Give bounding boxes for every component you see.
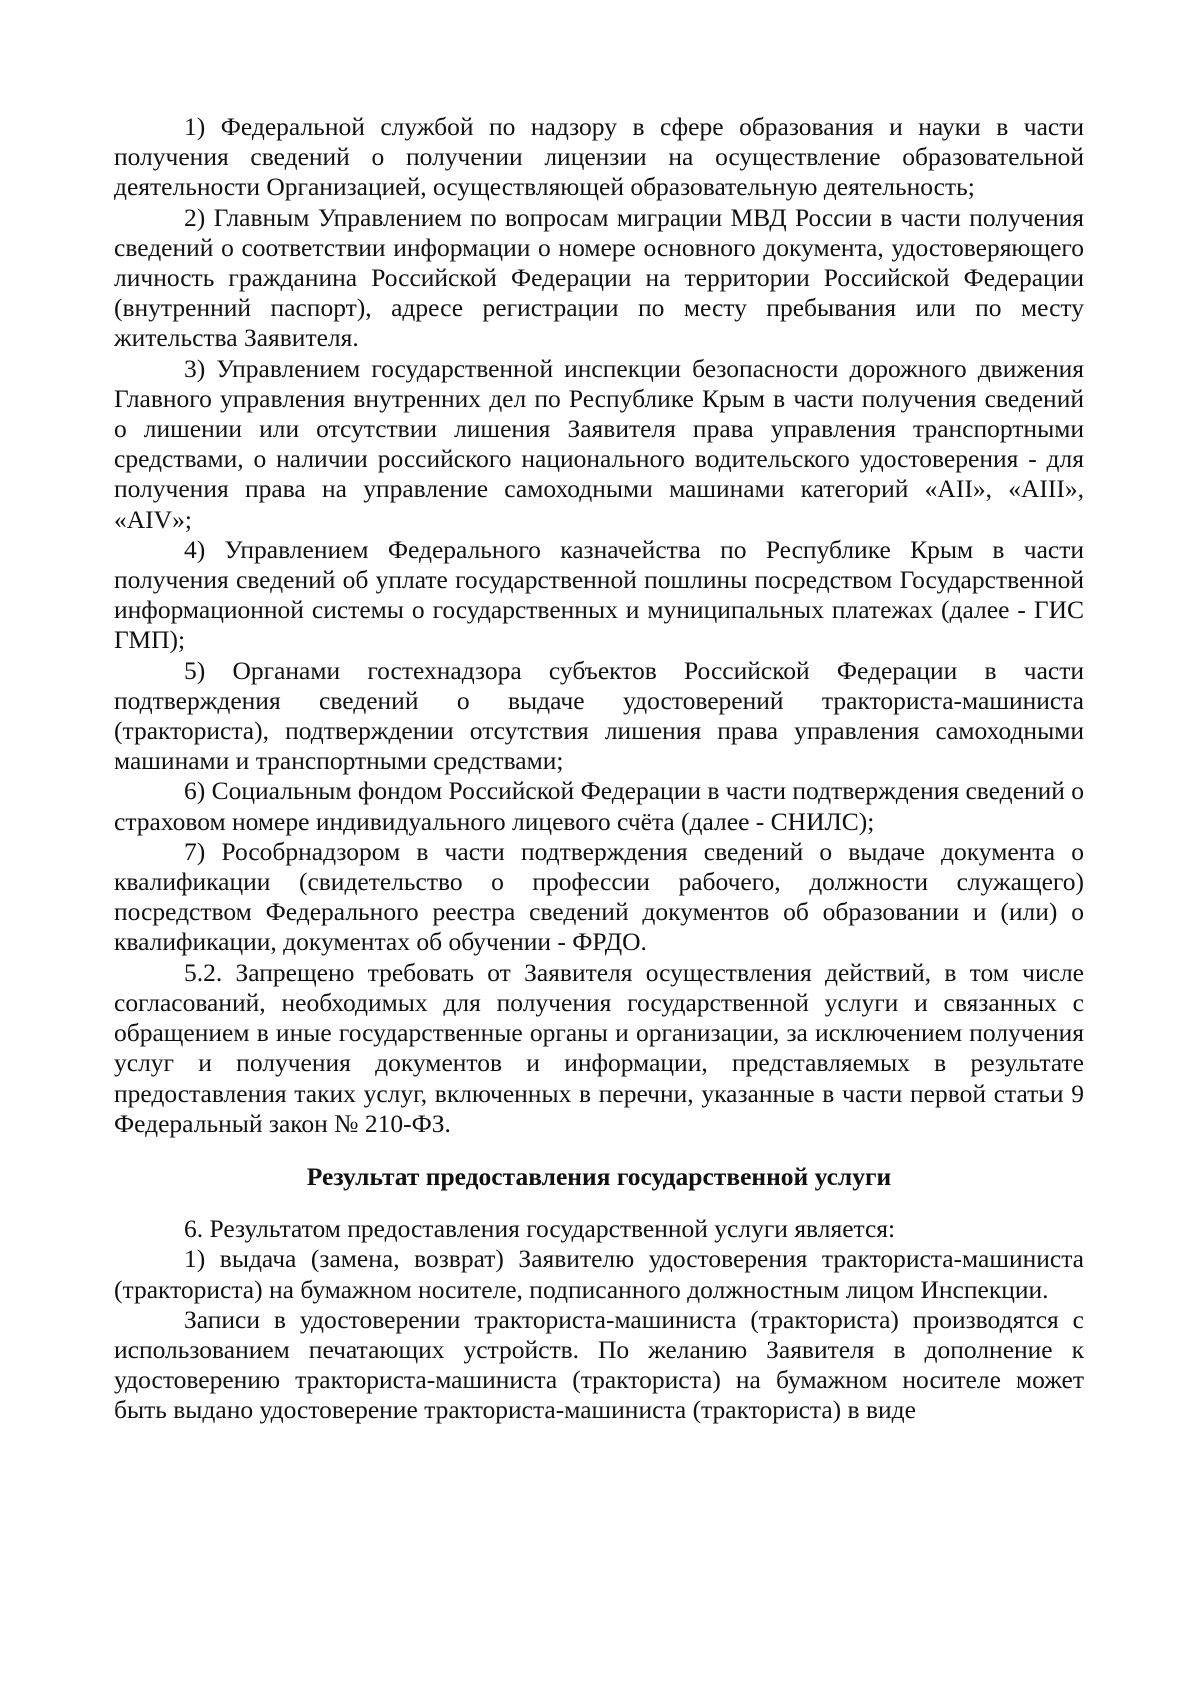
paragraph-records: Записи в удостоверении тракториста-машиниста (тракториста) производятся с использованием печатающих устройств. По желанию Заявителя в дополнение к удостоверению тракториста-машиниста (тракториста) на бумажном носителе может быть выдано удостоверение тракториста-машиниста (тракториста) в виде <box>114 1304 1084 1425</box>
paragraph-5-2-prohibition: 5.2. Запрещено требовать от Заявителя осуществления действий, в том числе согласований, необходимых для получения государственной услуги и связанных с обращением в иные государственные органы и организации, за исключением получения услуг и получения документов и информации, представляемых в результате предоставления таких услуг, включенных в перечни, указанные в части первой статьи 9 Федеральный закон № 210-ФЗ. <box>114 957 1084 1138</box>
paragraph-federal-service: 1) Федеральной службой по надзору в сфере образования и науки в части получения сведений о получении лицензии на осуществление образовательной деятельности Организацией, осуществляющей образовательную деятельность; <box>114 112 1084 202</box>
paragraph-migration-directorate: 2) Главным Управлением по вопросам миграции МВД России в части получения сведений о соответствии информации о номере основного документа, удостоверяющего личность гражданина Российской Федерации на территории Российской Федерации (внутренний паспорт), адресе регистрации по месту пребывания или по месту жительства Заявителя. <box>114 202 1084 353</box>
paragraph-social-fund: 6) Социальным фондом Российской Федерации в части подтверждения сведений о страховом номере индивидуального лицевого счёта (далее - СНИЛС); <box>114 776 1085 836</box>
paragraph-traffic-inspection: 3) Управлением государственной инспекции безопасности дорожного движения Главного управления внутренних дел по Республике Крым в части получения сведений о лишении или отсутствии лишения Заявителя права управления транспортными средствами, о наличии российского национального водительского удостоверения - для получения права на управление самоходными машинами категорий «AII», «AIII», «AIV»; <box>114 353 1084 534</box>
paragraph-6-result: 6. Результатом предоставления государственной услуги является: <box>184 1214 896 1244</box>
paragraph-treasury: 4) Управлением Федерального казначейства по Республике Крым в части получения сведений об уплате государственной пошлины посредством Государственной информационной системы о государственных и муниципальных платежах (далее - ГИС ГМП); <box>114 534 1084 655</box>
section-heading: Результат предоставления государственной услуги <box>306 1161 892 1191</box>
paragraph-gostekhnadzor: 5) Органами гостехнадзора субъектов Российской Федерации в части подтверждения сведений о выдаче удостоверений тракториста-машиниста (тракториста), подтверждении отсутствия лишения права управления самоходными машинами и транспортными средствами; <box>114 655 1084 776</box>
document-page <box>114 112 1084 1426</box>
paragraph-result-issue: 1) выдача (замена, возврат) Заявителю удостоверения тракториста-машиниста (тракториста) на бумажном носителе, подписанного должностным лицом Инспекции. <box>114 1244 1084 1304</box>
paragraph-rosobrnadzor: 7) Рособрнадзором в части подтверждения сведений о выдаче документа о квалификации (свидетельство о профессии рабочего, должности служащего) посредством Федерального реестра сведений документов об образовании и (или) о квалификации, документах об обучении - ФРДО. <box>114 836 1084 957</box>
